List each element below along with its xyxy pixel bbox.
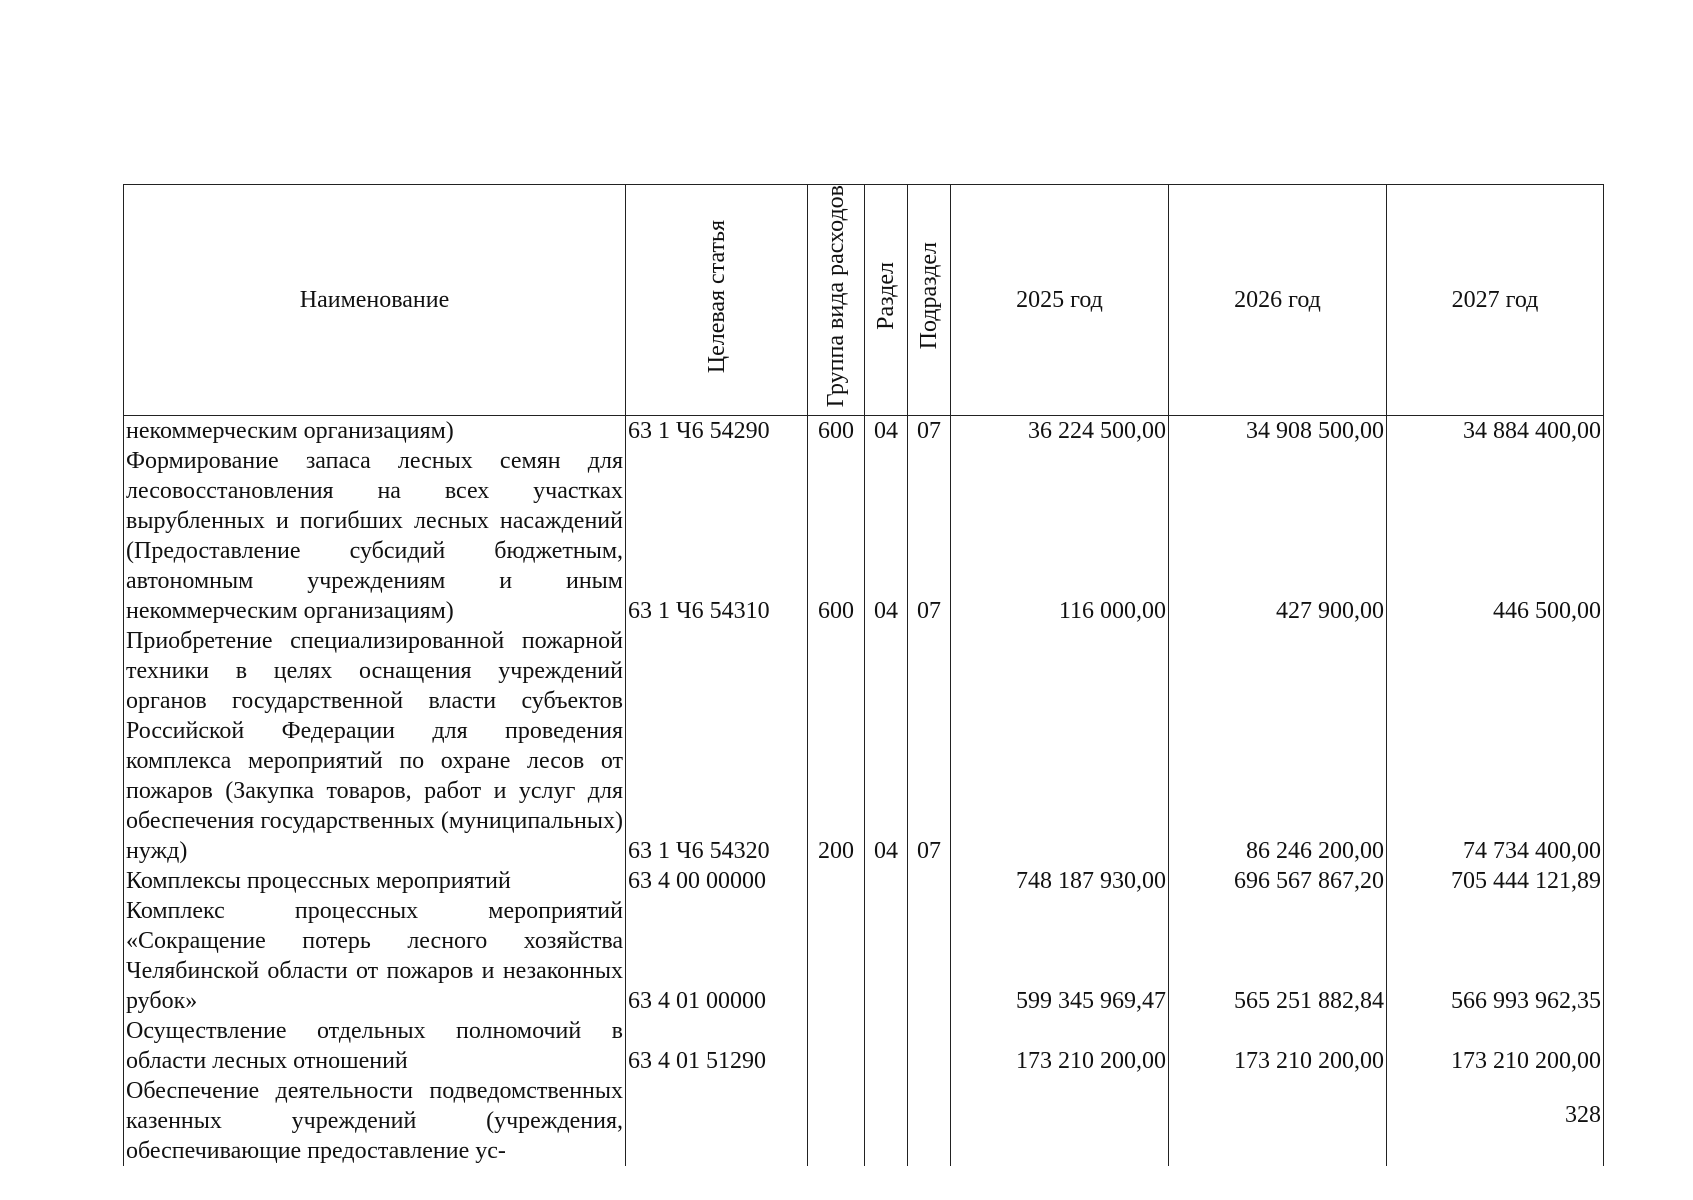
row-group: 600 [808,446,865,626]
row-section: 04 [865,626,908,866]
row-code: 63 1 Ч6 54290 [626,416,808,447]
row-2027: 173 210 200,00 [1387,1016,1604,1076]
row-code: 63 4 01 51290 [626,1016,808,1076]
row-2025: 116 000,00 [951,446,1169,626]
row-2026: 696 567 867,20 [1169,866,1387,896]
row-group: 600 [808,416,865,447]
table-row [124,626,1604,866]
row-2026: 86 246 200,00 [1169,626,1387,866]
row-2026: 173 210 200,00 [1169,1016,1387,1076]
header-section: Раздел [865,185,908,416]
header-2025: 2025 год [951,185,1169,416]
row-section [865,896,908,1016]
row-2025: 173 210 200,00 [951,1016,1169,1076]
row-code: 63 4 01 00000 [626,896,808,1016]
row-2027: 446 500,00 [1387,446,1604,626]
row-section: 04 [865,446,908,626]
row-subsection: 07 [908,446,951,626]
row-code [626,1076,808,1166]
row-name: Осуществление отдельных полномочий в области лесных отношений [124,1016,626,1076]
table-row [124,1076,1604,1166]
row-2025 [951,626,1169,866]
row-code: 63 4 00 00000 [626,866,808,896]
row-2027: 705 444 121,89 [1387,866,1604,896]
row-2026 [1169,1076,1387,1166]
table-row [124,1016,1604,1076]
row-name: Комплекс процессных мероприятий «Сокращение потерь лесного хозяйства Челябинской области от пожаров и незаконных рубок» [124,896,626,1016]
row-2026: 565 251 882,84 [1169,896,1387,1016]
table-row [124,416,1604,447]
page-number: 328 [1565,1102,1601,1128]
header-subsection: Подраздел [908,185,951,416]
row-subsection: 07 [908,416,951,447]
row-name: Формирование запаса лесных семян для лесовосстановления на всех участках вырубленных и погибших лесных насаждений (Предоставление субсидий бюджетным, автономным учреждениям и иным некоммерческим организациям) [124,446,626,626]
table-header-row [124,185,1604,416]
row-group [808,896,865,1016]
row-name: Обеспечение деятельности подведомственных казенных учреждений (учреждения, обеспечивающие предоставление ус- [124,1076,626,1166]
row-name: Приобретение специализированной пожарной техники в целях оснащения учреждений органов государственной власти субъектов Российской Федерации для проведения комплекса мероприятий по охране лесов от пожаров (Закупка товаров, работ и услуг для обеспечения государственных (муниципальных) нужд) [124,626,626,866]
table-row [124,896,1604,1016]
header-2026: 2026 год [1169,185,1387,416]
row-2027: 566 993 962,35 [1387,896,1604,1016]
row-name: некоммерческим организациям) [124,416,626,447]
row-group: 200 [808,626,865,866]
row-2025 [951,1076,1169,1166]
row-subsection [908,1076,951,1166]
row-subsection [908,1016,951,1076]
row-2027: 74 734 400,00 [1387,626,1604,866]
row-code: 63 1 Ч6 54310 [626,446,808,626]
row-section: 04 [865,416,908,447]
row-section [865,1076,908,1166]
header-target-article: Целевая статья [626,185,808,416]
table-row [124,446,1604,626]
header-name: Наименование [124,185,626,416]
row-subsection [908,866,951,896]
row-2026: 34 908 500,00 [1169,416,1387,447]
budget-table [123,184,1604,1166]
row-2027: 34 884 400,00 [1387,416,1604,447]
row-2025: 599 345 969,47 [951,896,1169,1016]
row-2025: 748 187 930,00 [951,866,1169,896]
header-2027: 2027 год [1387,185,1604,416]
table-row [124,866,1604,896]
row-group [808,1016,865,1076]
row-name: Комплексы процессных мероприятий [124,866,626,896]
row-2026: 427 900,00 [1169,446,1387,626]
row-group [808,1076,865,1166]
row-subsection: 07 [908,626,951,866]
row-section [865,1016,908,1076]
row-group [808,866,865,896]
row-2025: 36 224 500,00 [951,416,1169,447]
header-expense-group: Группа вида расходов [808,185,865,416]
row-code: 63 1 Ч6 54320 [626,626,808,866]
row-section [865,866,908,896]
row-subsection [908,896,951,1016]
